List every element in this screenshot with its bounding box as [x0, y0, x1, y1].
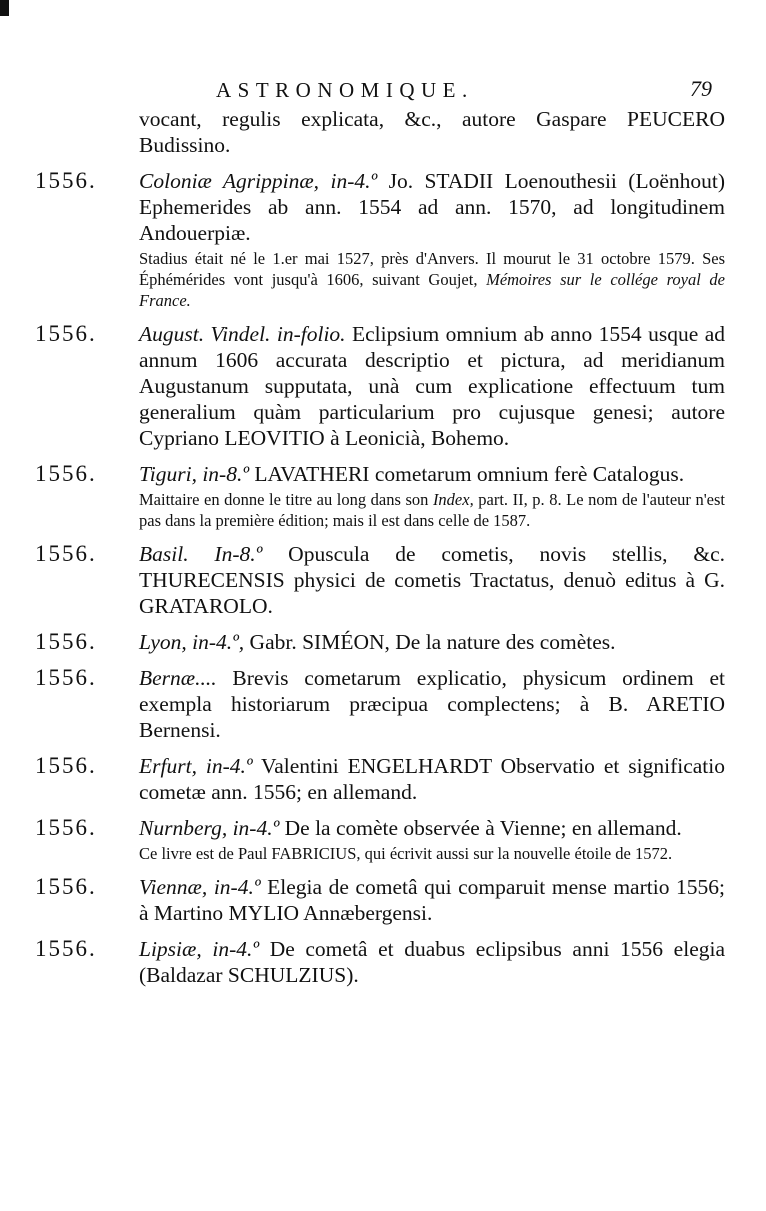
entry-description: Opuscula de cometis, novis stellis, &c. THURECENSIS physici de cometis Tractatus, denuò editus à G. GRATAROLO. — [139, 542, 725, 618]
entry-description: LAVATHERI cometarum omnium ferè Catalogus. — [254, 462, 685, 486]
entry-zurich — [35, 461, 725, 531]
entry-year: 1556. — [35, 665, 97, 690]
entry-text — [139, 753, 725, 805]
entry-description: Jo. STADII Loenouthesii (Loënhout) Ephemerides ab ann. 1554 ad ann. 1570, ad longitudinem Andouerpiæ. — [139, 169, 726, 245]
note-text: Maittaire en donne le titre au long dans son — [139, 490, 429, 509]
note-text: Ce livre est de Paul FABRICIUS, qui écrivit aussi sur la nouvelle étoile de 1572. — [139, 844, 673, 863]
entry-description: Eclipsium omnium ab anno 1554 usque ad annum 1606 accurata descriptio et pictura, ad meridianum Augustanum supputata, unà cum explicatione effectuum tum generalium quàm particularium pro cujusque genesi; autore Cypriano LEOVITIO à Leonicià, Bohemo. — [139, 322, 725, 450]
entry-description: Elegia de cometâ qui comparuit mense martio 1556; à Martino MYLIO Annæbergensi. — [139, 875, 725, 925]
entry-place: Nurnberg, in-4.º — [139, 816, 280, 840]
entry-vienna — [35, 874, 725, 926]
entry-cologne — [35, 168, 725, 311]
entry-text — [139, 815, 725, 841]
entry-augsburg — [35, 321, 725, 451]
entry-place: Erfurt, in-4.º — [139, 754, 253, 778]
entry-year: 1556. — [35, 936, 97, 961]
note-italic: Mémoires sur le collége royal de France. — [139, 270, 725, 310]
entry-year: 1556. — [35, 629, 97, 654]
page-header — [0, 74, 766, 108]
entry-place: Viennæ, in-4.º — [139, 875, 261, 899]
entry-year: 1556. — [35, 168, 97, 193]
entry-bern — [35, 665, 725, 743]
entry-text: vocant, regulis explicata, &c., autore Gaspare PEUCERO Budissino. — [139, 107, 725, 157]
note-text-rest: part. II, p. 8. Le nom de l'auteur n'est pas dans la première édition; mais il est dans celle de 1587. — [139, 490, 726, 530]
entry-note — [139, 843, 725, 864]
entry-year: 1556. — [35, 874, 97, 899]
entry-place: Tiguri, in-8.º — [139, 462, 250, 486]
entry-lyon — [35, 629, 725, 655]
entry-year: 1556. — [35, 815, 97, 840]
entry-place: Bernæ.... — [139, 666, 217, 690]
entry-description: De cometâ et duabus eclipsibus anni 1556 elegia (Baldazar SCHULZIUS). — [139, 937, 725, 987]
entry-place: August. Vindel. in-folio. — [139, 322, 346, 346]
entry-note — [139, 248, 725, 311]
page-body — [35, 106, 725, 998]
entry-text — [139, 461, 725, 487]
entry-text — [139, 541, 725, 619]
entry-text — [139, 168, 725, 246]
entry-text — [139, 874, 725, 926]
page-number: 79 — [690, 76, 712, 101]
entry-place: Coloniæ Agrippinæ, in-4.º — [139, 169, 378, 193]
note-text: Stadius était né le 1.er mai 1527, près d'Anvers. Il mourut le 31 octobre 1579. Ses Éphémérides vont jusqu'à 1606, suivant Goujet, — [139, 249, 725, 289]
entry-description: De la comète observée à Vienne; en allemand. — [284, 816, 682, 840]
entry-basel — [35, 541, 725, 619]
entry-year: 1556. — [35, 321, 97, 346]
note-italic: Index, — [432, 490, 474, 509]
corner-mark — [0, 0, 9, 16]
entry-place: Lyon, in-4.º, — [139, 630, 245, 654]
running-title: ASTRONOMIQUE. — [216, 78, 474, 102]
entry-text — [139, 936, 725, 988]
entry-place: Lipsiæ, in-4.º — [139, 937, 260, 961]
entry-description: Valentini ENGELHARDT Observatio et significatio cometæ ann. 1556; en allemand. — [139, 754, 725, 804]
entry-year: 1556. — [35, 753, 97, 778]
entry-year: 1556. — [35, 461, 97, 486]
entry-erfurt — [35, 753, 725, 805]
entry-description: Gabr. SIMÉON, De la nature des comètes. — [249, 630, 616, 654]
entry-text — [139, 665, 725, 743]
entry-description: Brevis cometarum explicatio, physicum ordinem et exempla historiarum præcipua complectens; à B. ARETIO Bernensi. — [139, 666, 725, 742]
entry-note — [139, 489, 725, 531]
entry-leipzig — [35, 936, 725, 988]
entry-place: Basil. In-8.º — [139, 542, 263, 566]
entry-year: 1556. — [35, 541, 97, 566]
entry-continuation — [35, 106, 725, 158]
entry-nurnberg — [35, 815, 725, 864]
entry-text — [139, 629, 725, 655]
entry-text — [139, 321, 725, 451]
